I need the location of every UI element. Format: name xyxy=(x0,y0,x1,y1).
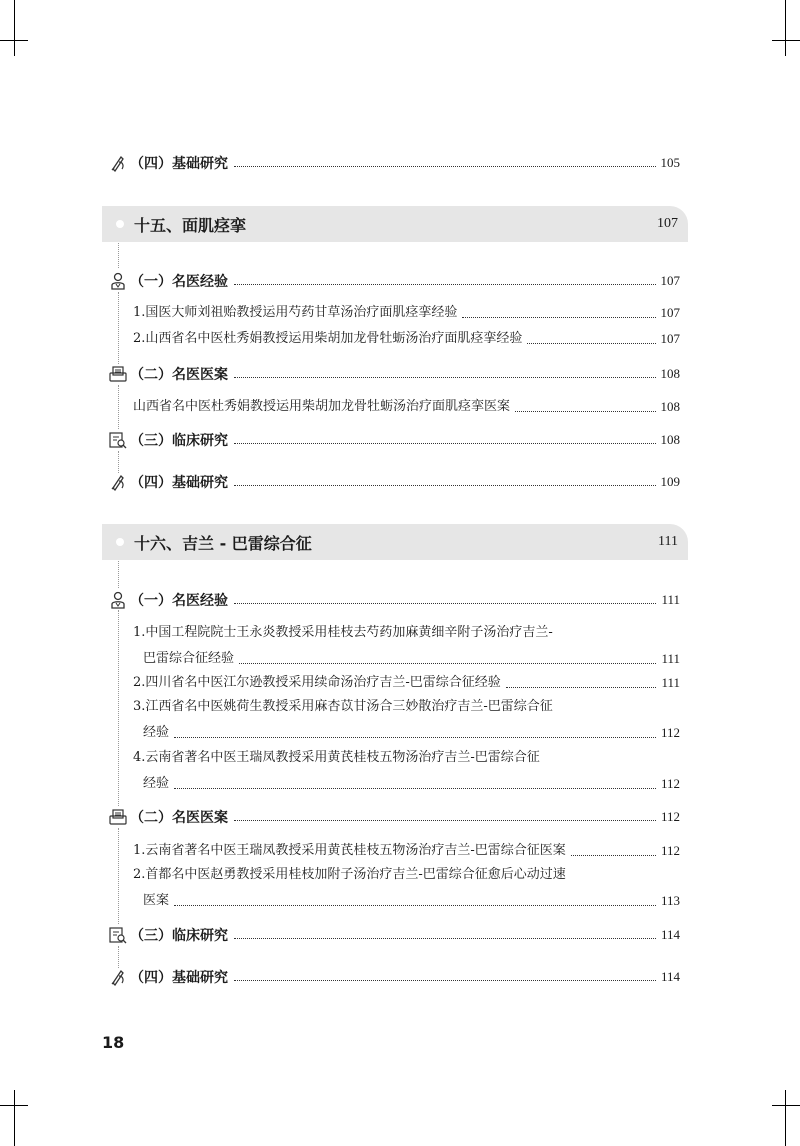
leader-dots xyxy=(234,443,656,444)
leader-dots xyxy=(234,980,656,981)
toc-section[interactable] xyxy=(108,152,680,174)
toc-section[interactable] xyxy=(108,589,680,611)
page-ref: 109 xyxy=(660,474,680,489)
entry-text: 1.国医大师刘祖贻教授运用芍药甘草汤治疗面肌痉挛经验 xyxy=(133,305,458,320)
page-ref: 108 xyxy=(660,399,680,414)
leader-dots xyxy=(234,485,656,486)
toc-section[interactable] xyxy=(108,966,680,988)
page-ref: 107 xyxy=(657,216,678,231)
entry-text: 2.山西省名中医杜秀娟教授运用柴胡加龙骨牡蛎汤治疗面肌痉挛经验 xyxy=(133,331,523,346)
leader-dots xyxy=(239,663,656,664)
connector-line xyxy=(118,946,119,968)
page-ref: 112 xyxy=(660,776,680,791)
leader-dots xyxy=(234,284,656,285)
section-label: （二）名医医案 xyxy=(130,367,228,383)
section-label: （四）基础研究 xyxy=(130,970,228,986)
entry-text: 2.四川省名中医江尔逊教授采用续命汤治疗吉兰-巴雷综合征经验 xyxy=(133,675,501,690)
entry-text: 经验 xyxy=(143,725,170,740)
connector-line xyxy=(118,828,119,924)
page-ref: 111 xyxy=(661,651,680,666)
leader-dots xyxy=(234,938,656,939)
leader-dots xyxy=(234,820,656,821)
crop-mark xyxy=(785,0,786,56)
entry-text: 3.江西省名中医姚荷生教授采用麻杏苡甘汤合三妙散治疗吉兰-巴雷综合征 xyxy=(133,699,553,714)
connector-line xyxy=(118,451,119,473)
pen-icon xyxy=(108,967,128,987)
section-label: （三）临床研究 xyxy=(130,433,228,449)
connector-line xyxy=(118,385,119,429)
toc-entry-line[interactable] xyxy=(133,749,680,767)
page-ref: 108 xyxy=(660,366,680,381)
page-ref: 112 xyxy=(660,725,680,740)
chapter-title: 十六、吉兰 - 巴雷综合征 xyxy=(134,533,312,553)
chapter-bullet xyxy=(116,538,124,546)
chapter-bullet xyxy=(116,220,124,228)
page-ref: 107 xyxy=(660,273,680,288)
entry-text: 山西省名中医杜秀娟教授运用柴胡加龙骨牡蛎汤治疗面肌痉挛医案 xyxy=(133,399,511,414)
entry-text: 4.云南省著名中医王瑞凤教授采用黄芪桂枝五物汤治疗吉兰-巴雷综合征 xyxy=(133,750,540,765)
toc-entry[interactable] xyxy=(143,650,680,668)
connector-line xyxy=(118,610,119,806)
toc-entry-line[interactable] xyxy=(133,698,680,716)
record-icon xyxy=(108,807,128,827)
crop-mark xyxy=(772,1105,800,1106)
page-ref: 107 xyxy=(660,305,680,320)
page-ref: 108 xyxy=(660,432,680,447)
section-label: （一）名医经验 xyxy=(130,593,228,609)
leader-dots xyxy=(174,905,656,906)
page-ref: 112 xyxy=(660,809,680,824)
entry-text: 1.云南省著名中医王瑞凤教授采用黄芪桂枝五物汤治疗吉兰-巴雷综合征医案 xyxy=(133,843,566,858)
toc-entry[interactable] xyxy=(133,842,680,860)
connector-line xyxy=(118,292,119,364)
page-ref: 105 xyxy=(660,155,680,170)
section-label: （一）名医经验 xyxy=(130,274,228,290)
toc-entry[interactable] xyxy=(143,724,680,742)
doctor-icon xyxy=(108,590,128,610)
page-ref: 111 xyxy=(661,592,680,607)
leader-dots xyxy=(234,603,656,604)
leader-dots xyxy=(506,687,657,688)
toc-entry[interactable] xyxy=(143,775,680,793)
crop-mark xyxy=(14,0,15,56)
section-label: （三）临床研究 xyxy=(130,928,228,944)
clinical-icon xyxy=(108,925,128,945)
section-label: （四）基础研究 xyxy=(130,156,228,172)
toc-section[interactable] xyxy=(108,429,680,451)
pen-icon xyxy=(108,472,128,492)
chapter-header[interactable] xyxy=(102,206,688,242)
leader-dots xyxy=(515,411,655,412)
section-label: （二）名医医案 xyxy=(130,810,228,826)
page-ref: 114 xyxy=(660,927,680,942)
crop-mark xyxy=(785,1090,786,1146)
page-number: 18 xyxy=(102,1033,125,1052)
leader-dots xyxy=(527,343,655,344)
leader-dots xyxy=(174,737,656,738)
toc-section[interactable] xyxy=(108,363,680,385)
toc-section[interactable] xyxy=(108,806,680,828)
chapter-header[interactable] xyxy=(102,524,688,560)
page-ref: 111 xyxy=(661,675,680,690)
toc-section[interactable] xyxy=(108,270,680,292)
toc-entry[interactable] xyxy=(133,330,680,348)
toc-entry-line[interactable] xyxy=(133,866,680,884)
leader-dots xyxy=(571,855,656,856)
connector-line xyxy=(118,238,119,268)
leader-dots xyxy=(174,788,656,789)
entry-text: 医案 xyxy=(143,893,170,908)
page-ref: 111 xyxy=(658,534,678,549)
section-label: （四）基础研究 xyxy=(130,475,228,491)
toc-entry[interactable] xyxy=(143,892,680,910)
toc-section[interactable] xyxy=(108,924,680,946)
clinical-icon xyxy=(108,430,128,450)
toc-entry[interactable] xyxy=(133,304,680,322)
leader-dots xyxy=(234,166,656,167)
doctor-icon xyxy=(108,271,128,291)
page-ref: 112 xyxy=(660,843,680,858)
entry-text: 2.首都名中医赵勇教授采用桂枝加附子汤治疗吉兰-巴雷综合征愈后心动过速 xyxy=(133,867,566,882)
toc-entry[interactable] xyxy=(133,674,680,692)
toc-section[interactable] xyxy=(108,471,680,493)
leader-dots xyxy=(462,317,655,318)
crop-mark xyxy=(14,1090,15,1146)
pen-icon xyxy=(108,153,128,173)
entry-text: 巴雷综合征经验 xyxy=(143,651,235,666)
entry-text: 经验 xyxy=(143,776,170,791)
page-ref: 114 xyxy=(660,969,680,984)
connector-line xyxy=(118,556,119,588)
record-icon xyxy=(108,364,128,384)
toc-entry[interactable] xyxy=(133,398,680,416)
toc-entry-line[interactable] xyxy=(133,624,680,642)
leader-dots xyxy=(234,377,656,378)
entry-text: 1.中国工程院院士王永炎教授采用桂枝去芍药加麻黄细辛附子汤治疗吉兰- xyxy=(133,625,553,640)
crop-mark xyxy=(772,40,800,41)
page-ref: 107 xyxy=(660,331,680,346)
page-ref: 113 xyxy=(660,893,680,908)
chapter-title: 十五、面肌痉挛 xyxy=(134,215,247,235)
